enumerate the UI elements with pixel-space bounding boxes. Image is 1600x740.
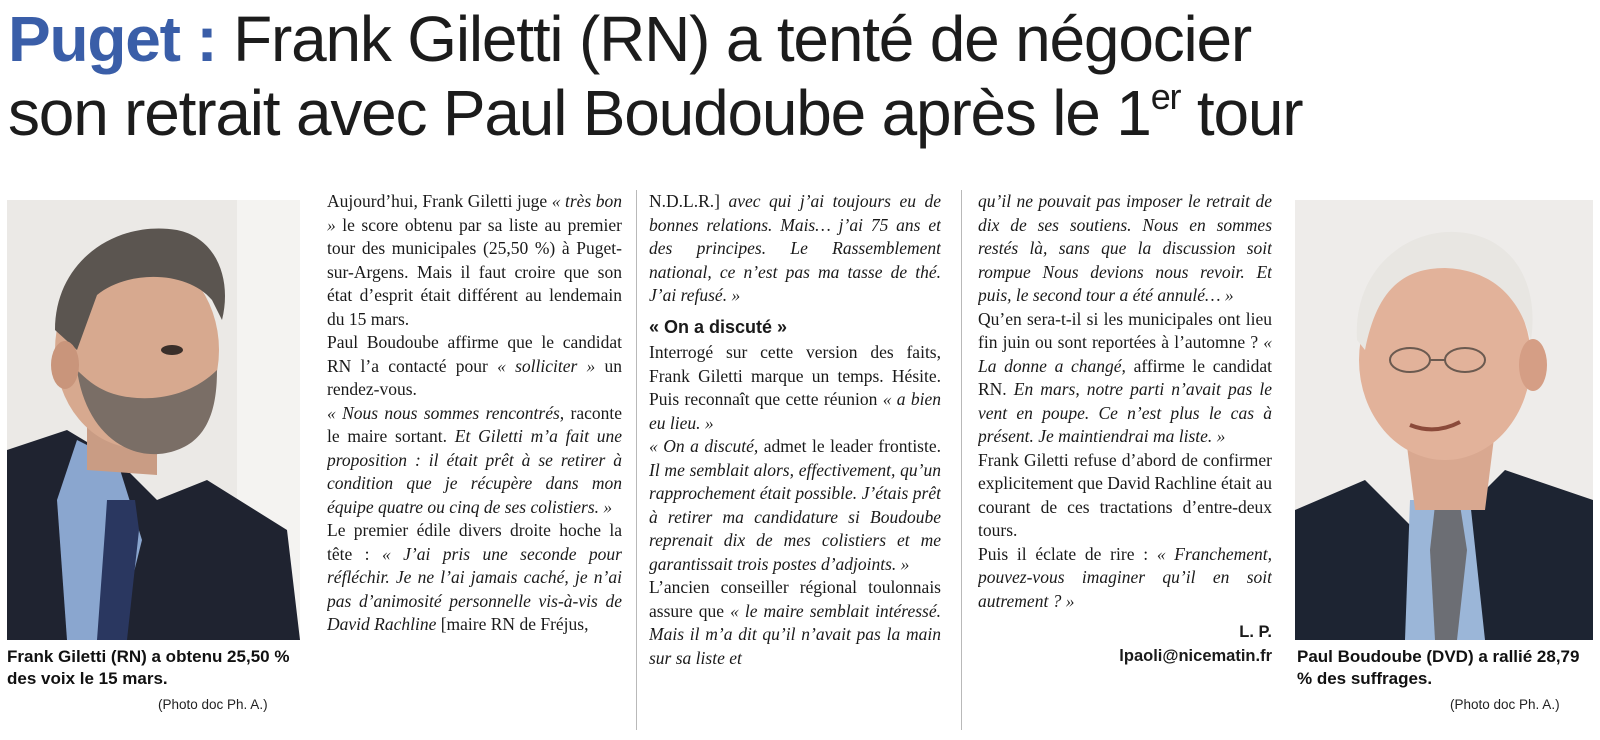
headline-line1-text: Frank Giletti (RN) a tenté de négocier [233, 3, 1252, 75]
text: raconte le maire sortant. [327, 402, 622, 446]
text: un rendez-vous. [327, 355, 622, 399]
quote: Et Giletti m’a fait une proposition : il était prêt à se retirer à condition que je récupère dans mon équipe quatre ou cinq de ses colistiers. » [327, 426, 622, 517]
quote: « a bien eu lieu. » [649, 389, 941, 433]
headline-kicker: Puget : [8, 3, 217, 75]
portrait-illustration-left [7, 200, 300, 640]
quote: « La donne a changé, [978, 332, 1272, 376]
paragraph [327, 402, 622, 520]
quote: « Franchement, pouvez-vous imaginer qu’il en soit autrement ? » [978, 543, 1272, 611]
paragraph [649, 435, 941, 576]
caption-left: Frank Giletti (RN) a obtenu 25,50 % des voix le 15 mars. [7, 647, 290, 688]
photo-paul-boudoube [1295, 200, 1593, 640]
text: le score obtenu par sa liste au premier tour des municipales (25,50 %) à Puget-sur-Argens. Mais il faut croire que son état d’esprit était différent au lendemain du 15 mars. [327, 214, 622, 329]
text: N.D.L.R.] [649, 191, 729, 211]
headline-line2-text: son retrait avec Paul Boudoube après le 1 [8, 77, 1151, 149]
quote: « solliciter » [497, 355, 596, 376]
column-rule [961, 190, 962, 730]
headline-line2-end: tour [1196, 77, 1303, 149]
column-rule [636, 190, 637, 730]
caption-right: Paul Boudoube (DVD) a rallié 28,79 % des suffrages. [1297, 647, 1580, 688]
text: affirme le candidat RN. [978, 355, 1272, 399]
headline [8, 2, 1596, 150]
paragraph [327, 519, 622, 637]
text: Paul Boudoube affirme que le candidat RN l’a contacté pour [327, 332, 622, 376]
quote: « Nous nous sommes rencontrés, [327, 402, 565, 423]
paragraph [327, 331, 622, 402]
quote: « J’ai pris une seconde pour réfléchir. Je ne l’ai jamais caché, je n’ai pas d’animosité personnelle vis-à-vis de David Rachline [327, 543, 622, 634]
photo-credit-right: (Photo doc Ph. A.) [1450, 697, 1560, 712]
paragraph [649, 190, 941, 308]
paragraph [978, 308, 1272, 449]
paragraph [327, 190, 622, 331]
quote: avec qui j’ai toujours eu de bonnes relations. Mais… j’ai 75 ans et des principes. Le Rassemblement national, ce n’est pas ma tasse de thé. J’ai refusé. » [649, 191, 941, 305]
article-column-2 [649, 190, 941, 738]
paragraph [978, 543, 1272, 614]
quote: « très bon » [327, 191, 622, 235]
subheading: « On a discuté » [649, 316, 788, 337]
text: Aujourd’hui, Frank Giletti juge [327, 191, 552, 211]
quote: « On a discuté, [649, 436, 759, 456]
paragraph: Frank Giletti refuse d’abord de confirmer explicitement que David Rachline était au courant de ces tractations d’entre-deux tours. [978, 449, 1272, 540]
text: Qu’en sera-t-il si les municipales ont lieu fin juin ou sont reportées à l’automne ? [978, 308, 1272, 352]
author-email[interactable]: lpaoli@nicematin.fr [1119, 646, 1272, 665]
photo-frank-giletti [7, 200, 300, 640]
paragraph: qu’il ne pouvait pas imposer le retrait de dix de ses soutiens. Nous en sommes restés là, sans que la discussion soit rompue Nous devions nous revoir. Et puis, le second tour a été annulé… » [978, 191, 1272, 305]
quote: « le maire semblait intéressé. Mais il m’a dit qu’il n’avait pas la main sur sa liste et [649, 600, 941, 668]
text: admet le leader frontiste. [758, 436, 941, 456]
paragraph [649, 576, 941, 670]
photo-credit-left: (Photo doc Ph. A.) [158, 697, 268, 712]
ordinal-superscript: er [1150, 76, 1181, 117]
quote: Il me semblait alors, effectivement, qu’un rapprochement était possible. J’étais prêt à retirer ma candidature si Boudoube reprenait dix de mes colistiers et me garantissait trois postes d’adjoints. » [649, 459, 941, 574]
article-column-1 [327, 190, 622, 738]
text: Interrogé sur cette version des faits, Frank Giletti marque un temps. Hésite. Puis reconnaît que cette réunion [649, 342, 941, 409]
portrait-illustration-right [1295, 200, 1593, 640]
headline-line-1 [8, 3, 1251, 75]
author-signature: L. P. [1239, 623, 1272, 641]
text: L’ancien conseiller régional toulonnais assure que [649, 577, 941, 621]
text: Le premier édile divers droite hoche la tête : [327, 520, 622, 564]
headline-line-2 [8, 77, 1302, 149]
text: Puis il éclate de rire : [978, 543, 1157, 564]
article-column-3 [978, 190, 1272, 738]
paragraph [649, 341, 941, 435]
text: [maire RN de Fréjus, [436, 614, 589, 634]
quote: En mars, notre parti n’avait pas le vent en poupe. Ce n’est plus le cas à présent. Je maintiendrai ma liste. » [978, 379, 1272, 446]
